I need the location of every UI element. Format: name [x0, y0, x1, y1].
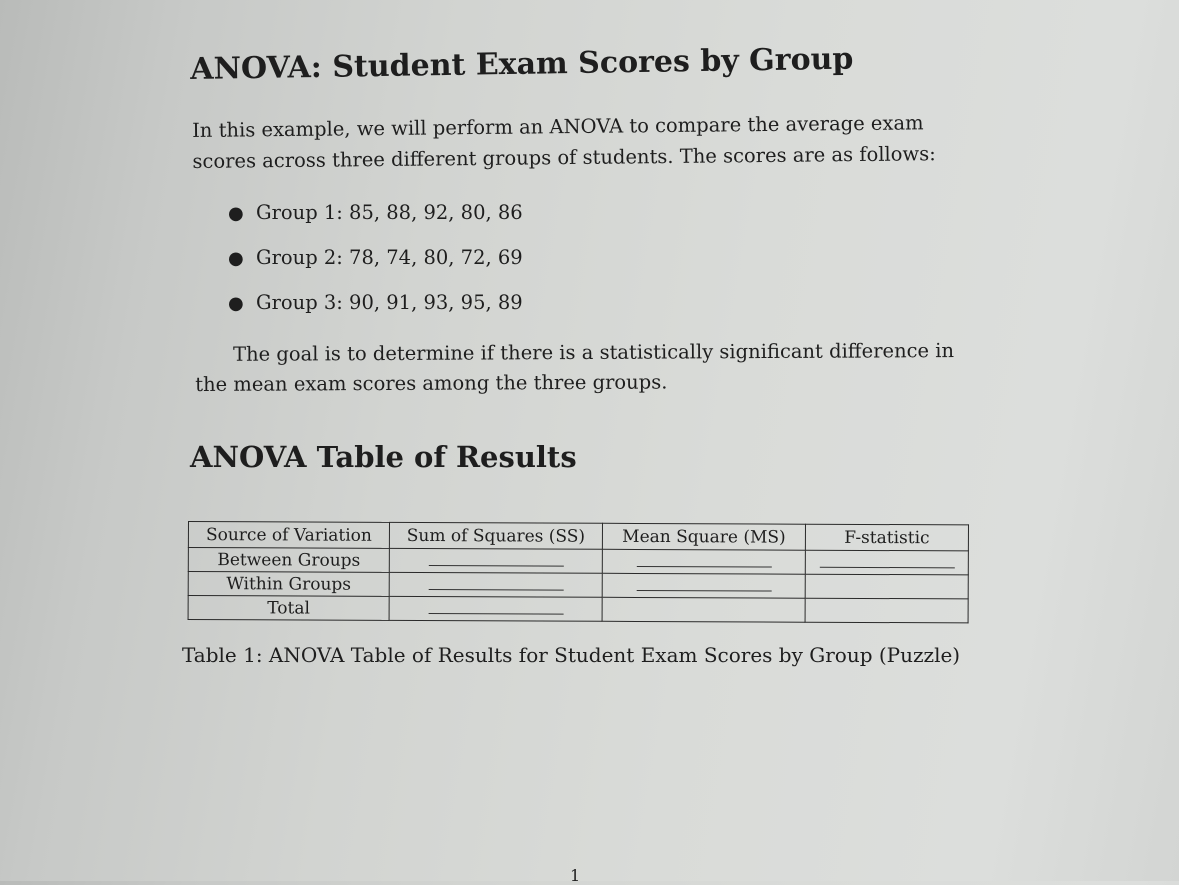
ms-blank	[602, 549, 805, 574]
bullet-icon: ●	[228, 203, 244, 224]
row-label-total: Total	[188, 596, 389, 621]
answer-blank	[636, 589, 771, 592]
page-number: 1	[570, 866, 581, 885]
ms-blank	[602, 573, 805, 598]
ms-cell-empty	[602, 597, 805, 622]
anova-table-container	[188, 521, 969, 623]
bullet-icon: ●	[228, 293, 244, 314]
table-header-row	[188, 522, 968, 551]
list-item	[228, 243, 523, 288]
table-row	[188, 596, 968, 623]
ss-blank	[389, 548, 602, 573]
answer-blank	[428, 564, 563, 567]
table-row	[188, 548, 968, 575]
group-scores: Group 3: 90, 91, 93, 95, 89	[256, 291, 523, 314]
answer-blank	[819, 566, 954, 569]
f-cell-empty	[805, 574, 968, 599]
anova-table	[188, 521, 969, 623]
intro-paragraph: In this example, we will perform an ANOVA to compare the average exam scores across three different groups of students. The scores are as follows:	[192, 111, 936, 173]
page-title: ANOVA: Student Exam Scores by Group	[190, 41, 854, 87]
list-item	[228, 198, 523, 243]
answer-blank	[636, 565, 771, 568]
column-header-f: F-statistic	[805, 524, 968, 551]
column-header-ss: Sum of Squares (SS)	[389, 522, 602, 549]
f-blank	[805, 550, 968, 575]
column-header-source: Source of Variation	[188, 522, 389, 549]
ss-blank	[389, 572, 602, 597]
f-cell-empty	[805, 598, 968, 623]
list-item	[228, 288, 523, 333]
table-row	[188, 572, 968, 599]
answer-blank	[428, 612, 563, 615]
column-header-ms: Mean Square (MS)	[602, 523, 805, 550]
section-heading: ANOVA Table of Results	[190, 440, 577, 474]
group-scores: Group 1: 85, 88, 92, 80, 86	[256, 201, 523, 224]
goal-paragraph: The goal is to determine if there is a statistically significant difference in the mean exam scores among the three groups.	[195, 339, 955, 396]
group-list	[228, 198, 523, 333]
answer-blank	[428, 588, 563, 591]
row-label-within: Within Groups	[188, 572, 389, 597]
group-scores: Group 2: 78, 74, 80, 72, 69	[256, 246, 523, 269]
row-label-between: Between Groups	[188, 548, 389, 573]
table-caption: Table 1: ANOVA Table of Results for Student Exam Scores by Group (Puzzle)	[182, 643, 961, 667]
bullet-icon: ●	[228, 248, 244, 269]
ss-blank	[389, 596, 602, 621]
